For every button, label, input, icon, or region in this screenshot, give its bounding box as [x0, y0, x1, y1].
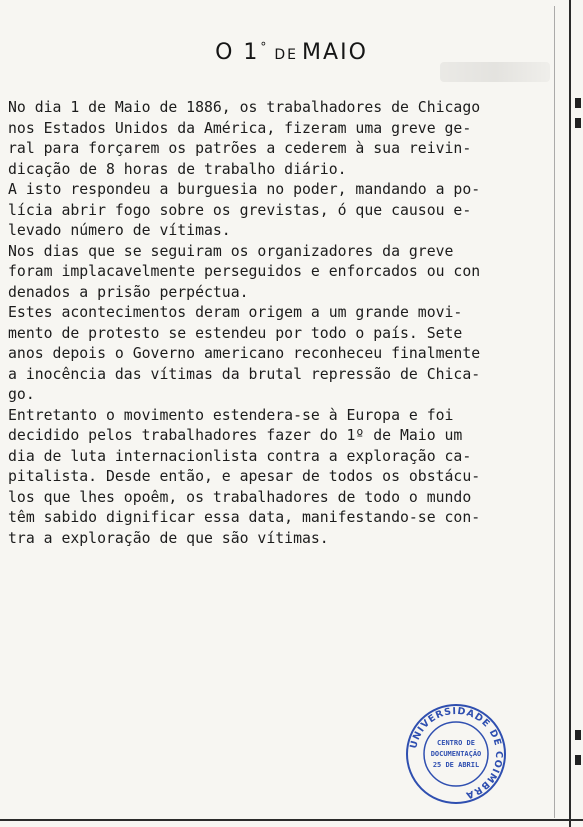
page-inner-border: [554, 6, 555, 818]
page-title: [0, 40, 583, 65]
text-line: a inocência das vítimas da brutal repressão de Chica-: [8, 365, 481, 383]
text-line: levado número de vítimas.: [8, 222, 231, 239]
text-line: lícia abrir fogo sobre os grevistas, ó que causou e-: [8, 201, 472, 219]
page-right-border: [569, 0, 571, 827]
stamp-line: 25 DE ABRIL: [432, 761, 480, 769]
stamp-line: CENTRO DE: [437, 739, 475, 747]
text-line: No dia 1 de Maio de 1886, os trabalhadores de Chicago: [8, 99, 481, 116]
archive-stamp: [404, 702, 508, 806]
text-line: dia de luta internacionlista contra a exploração ca-: [8, 447, 472, 465]
text-line: dicação de 8 horas de trabalho diário.: [8, 160, 347, 178]
page-bottom-rule: [0, 819, 583, 821]
stamp-line: DOCUMENTAÇÃO: [430, 750, 482, 758]
text-line: têm sabido dignificar essa data, manifestando-se con-: [8, 509, 481, 526]
title-part: O 1: [215, 40, 260, 65]
text-line: tra a exploração de que são vítimas.: [8, 529, 329, 547]
text-line: ral para forçarem os patrões a cederem à sua reivin-: [8, 140, 472, 157]
text-line: foram implacavelmente perseguidos e enforcados ou con: [8, 263, 481, 280]
body-text: [8, 98, 548, 549]
text-line: los que lhes opoêm, os trabalhadores de todo o mundo: [8, 488, 472, 506]
text-line: go.: [8, 386, 35, 403]
text-line: pitalista. Desde então, e apesar de todos os obstácu-: [8, 468, 481, 485]
text-line: anos depois o Governo americano reconheceu finalmente: [8, 345, 481, 362]
edge-mark: [575, 730, 581, 740]
edge-mark: [575, 118, 581, 128]
edge-mark: [575, 755, 581, 765]
text-line: A isto respondeu a burguesia no poder, mandando a po-: [8, 181, 481, 198]
text-line: Entretanto o movimento estendera-se à Europa e foi: [8, 406, 454, 424]
text-line: Estes acontecimentos deram origem a um grande movi-: [8, 304, 463, 321]
edge-mark: [575, 98, 581, 108]
text-line: Nos dias que se seguiram os organizadores da greve: [8, 242, 454, 260]
title-ordinal: °: [260, 40, 269, 54]
text-line: nos Estados Unidos da América, fizeram uma greve ge-: [8, 119, 472, 137]
title-part: DE: [274, 47, 299, 63]
title-part: MAIO: [302, 40, 368, 65]
text-line: mento de protesto se estendeu por todo o país. Sete: [8, 324, 463, 342]
text-line: decidido pelos trabalhadores fazer do 1º de Maio um: [8, 427, 463, 444]
stamp-ring-text: UNIVERSIDADE DE COIMBRA: [408, 705, 505, 801]
text-line: denados a prisão perpéctua.: [8, 283, 249, 301]
bleed-through-mark: [440, 62, 550, 82]
